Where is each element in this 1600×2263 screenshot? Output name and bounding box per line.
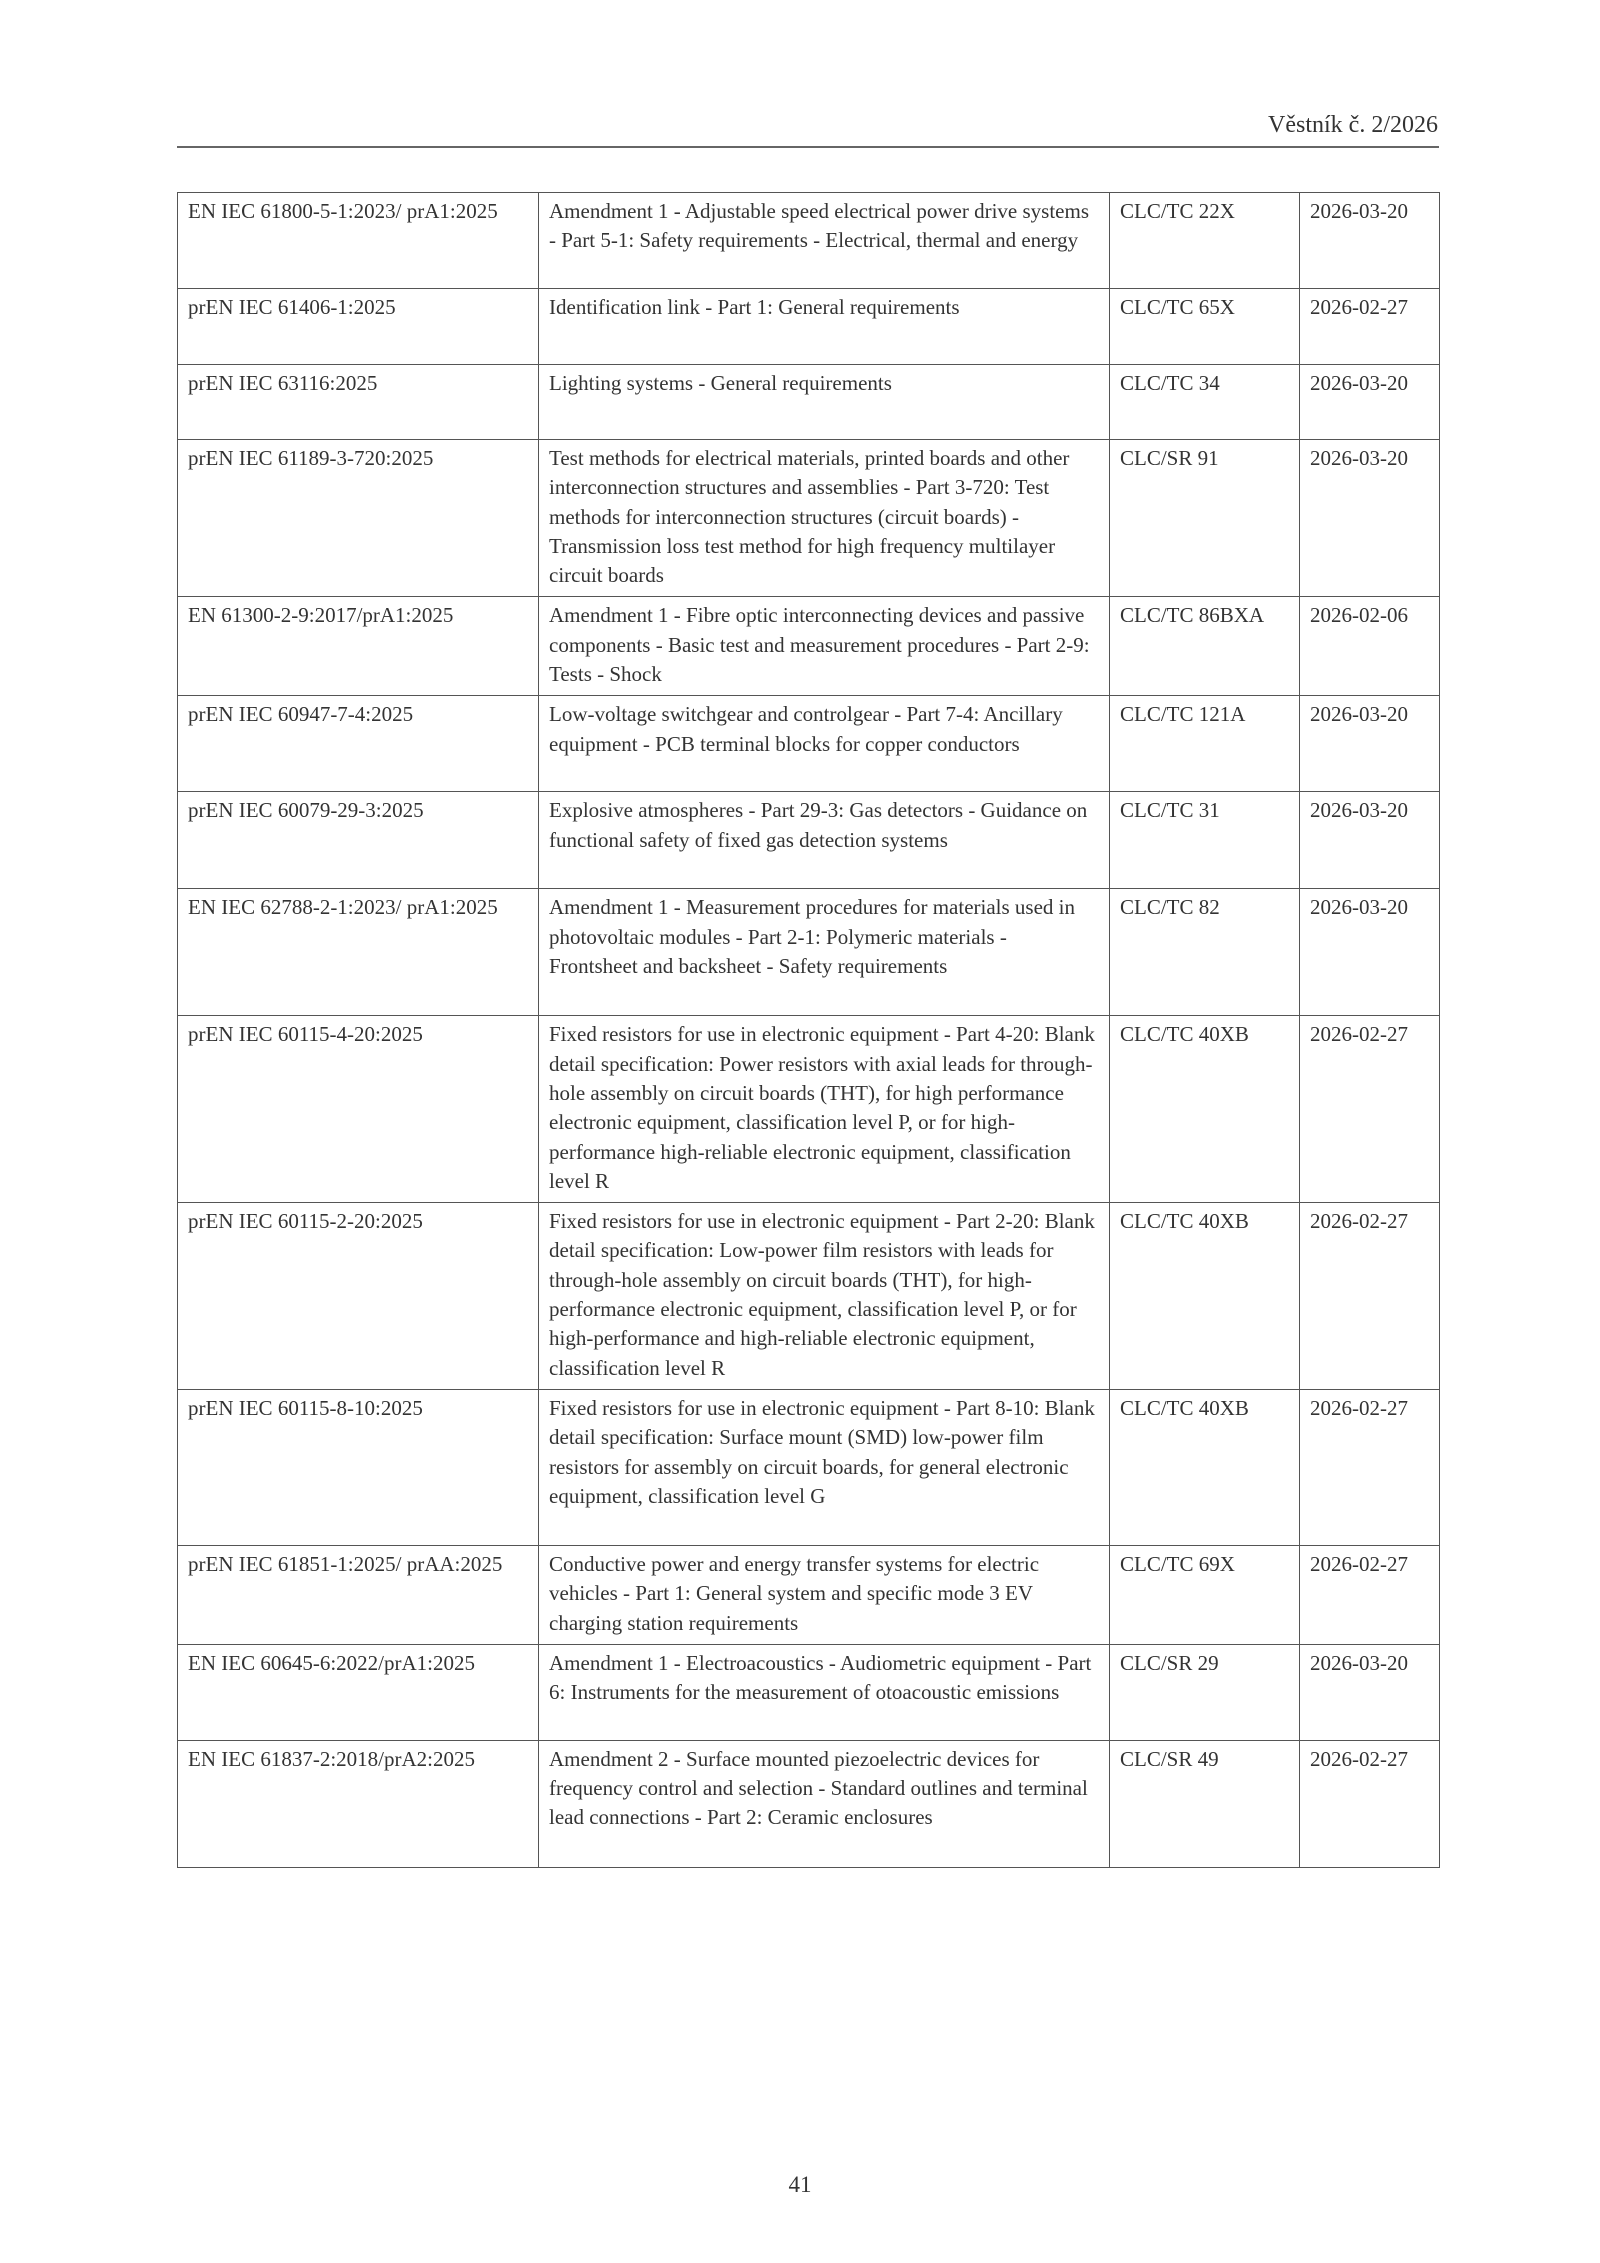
table-row [178,889,1440,1016]
standard-id: prEN IEC 61406-1:2025 [178,289,539,365]
committee: CLC/SR 29 [1110,1644,1300,1740]
running-header: Věstník č. 2/2026 [1268,112,1438,138]
standard-id: EN IEC 61800-5-1:2023/ prA1:2025 [178,193,539,289]
table-row [178,696,1440,792]
deadline-date: 2026-02-27 [1300,1389,1440,1545]
table-row [178,365,1440,440]
table-row [178,792,1440,889]
table-row [178,1203,1440,1390]
standard-title: Amendment 1 - Fibre optic interconnecting devices and passive components - Basic test and measurement procedures - Part 2-9: Tests - Shock [539,597,1110,696]
standard-id: EN IEC 60645-6:2022/prA1:2025 [178,1644,539,1740]
deadline-date: 2026-02-06 [1300,597,1440,696]
deadline-date: 2026-03-20 [1300,365,1440,440]
deadline-date: 2026-03-20 [1300,696,1440,792]
standard-id: EN IEC 62788-2-1:2023/ prA1:2025 [178,889,539,1016]
standard-title: Test methods for electrical materials, printed boards and other interconnection structures and assemblies - Part 3-720: Test methods for interconnection structures (circuit boards) - Transmission loss test method for high frequency multilayer circuit boards [539,440,1110,597]
deadline-date: 2026-03-20 [1300,440,1440,597]
committee: CLC/TC 40XB [1110,1203,1300,1390]
table-row [178,289,1440,365]
deadline-date: 2026-02-27 [1300,289,1440,365]
deadline-date: 2026-02-27 [1300,1545,1440,1644]
deadline-date: 2026-02-27 [1300,1016,1440,1203]
standard-title: Amendment 2 - Surface mounted piezoelectric devices for frequency control and selection - Standard outlines and terminal lead connections - Part 2: Ceramic enclosures [539,1740,1110,1867]
standards-table [177,192,1440,1868]
standard-title: Fixed resistors for use in electronic equipment - Part 2-20: Blank detail specification: Low-power film resistors with leads for through-hole assembly on circuit boards (THT), for high-performance electronic equipment, classification level P, or for high-performance and high-reliable electronic equipment, classification level R [539,1203,1110,1390]
deadline-date: 2026-02-27 [1300,1203,1440,1390]
committee: CLC/TC 31 [1110,792,1300,889]
table-row [178,1389,1440,1545]
header-rule [177,146,1439,148]
committee: CLC/TC 65X [1110,289,1300,365]
committee: CLC/TC 82 [1110,889,1300,1016]
committee: CLC/TC 40XB [1110,1016,1300,1203]
table-row [178,193,1440,289]
deadline-date: 2026-02-27 [1300,1740,1440,1867]
standard-id: prEN IEC 60079-29-3:2025 [178,792,539,889]
standard-id: prEN IEC 61851-1:2025/ prAA:2025 [178,1545,539,1644]
committee: CLC/TC 121A [1110,696,1300,792]
committee: CLC/TC 86BXA [1110,597,1300,696]
standard-title: Amendment 1 - Measurement procedures for materials used in photovoltaic modules - Part 2-1: Polymeric materials - Frontsheet and backsheet - Safety requirements [539,889,1110,1016]
standard-title: Amendment 1 - Electroacoustics - Audiometric equipment - Part 6: Instruments for the measurement of otoacoustic emissions [539,1644,1110,1740]
standard-title: Fixed resistors for use in electronic equipment - Part 8-10: Blank detail specification: Surface mount (SMD) low-power film resistors for assembly on circuit boards, for general electronic equipment, classification level G [539,1389,1110,1545]
deadline-date: 2026-03-20 [1300,792,1440,889]
table-row [178,1545,1440,1644]
standard-id: prEN IEC 60947-7-4:2025 [178,696,539,792]
committee: CLC/TC 22X [1110,193,1300,289]
standard-id: prEN IEC 60115-2-20:2025 [178,1203,539,1390]
standard-id: EN IEC 61837-2:2018/prA2:2025 [178,1740,539,1867]
standard-title: Amendment 1 - Adjustable speed electrical power drive systems - Part 5-1: Safety requirements - Electrical, thermal and energy [539,193,1110,289]
table-row [178,440,1440,597]
standard-id: EN 61300-2-9:2017/prA1:2025 [178,597,539,696]
standard-title: Fixed resistors for use in electronic equipment - Part 4-20: Blank detail specification: Power resistors with axial leads for through-hole assembly on circuit boards (THT), for high performance electronic equipment, classification level P, or for high-performance high-reliable electronic equipment, classification level R [539,1016,1110,1203]
standard-id: prEN IEC 60115-4-20:2025 [178,1016,539,1203]
standard-title: Lighting systems - General requirements [539,365,1110,440]
standard-id: prEN IEC 61189-3-720:2025 [178,440,539,597]
page-number: 41 [788,2172,812,2197]
deadline-date: 2026-03-20 [1300,889,1440,1016]
committee: CLC/TC 69X [1110,1545,1300,1644]
committee: CLC/TC 34 [1110,365,1300,440]
table-row [178,1016,1440,1203]
standard-title: Identification link - Part 1: General requirements [539,289,1110,365]
committee: CLC/SR 49 [1110,1740,1300,1867]
standard-title: Explosive atmospheres - Part 29-3: Gas detectors - Guidance on functional safety of fixed gas detection systems [539,792,1110,889]
deadline-date: 2026-03-20 [1300,193,1440,289]
table-row [178,1644,1440,1740]
committee: CLC/TC 40XB [1110,1389,1300,1545]
table-row [178,1740,1440,1867]
table-row [178,597,1440,696]
committee: CLC/SR 91 [1110,440,1300,597]
standard-title: Low-voltage switchgear and controlgear - Part 7-4: Ancillary equipment - PCB terminal blocks for copper conductors [539,696,1110,792]
standard-id: prEN IEC 60115-8-10:2025 [178,1389,539,1545]
standard-title: Conductive power and energy transfer systems for electric vehicles - Part 1: General system and specific mode 3 EV charging station requirements [539,1545,1110,1644]
standard-id: prEN IEC 63116:2025 [178,365,539,440]
deadline-date: 2026-03-20 [1300,1644,1440,1740]
